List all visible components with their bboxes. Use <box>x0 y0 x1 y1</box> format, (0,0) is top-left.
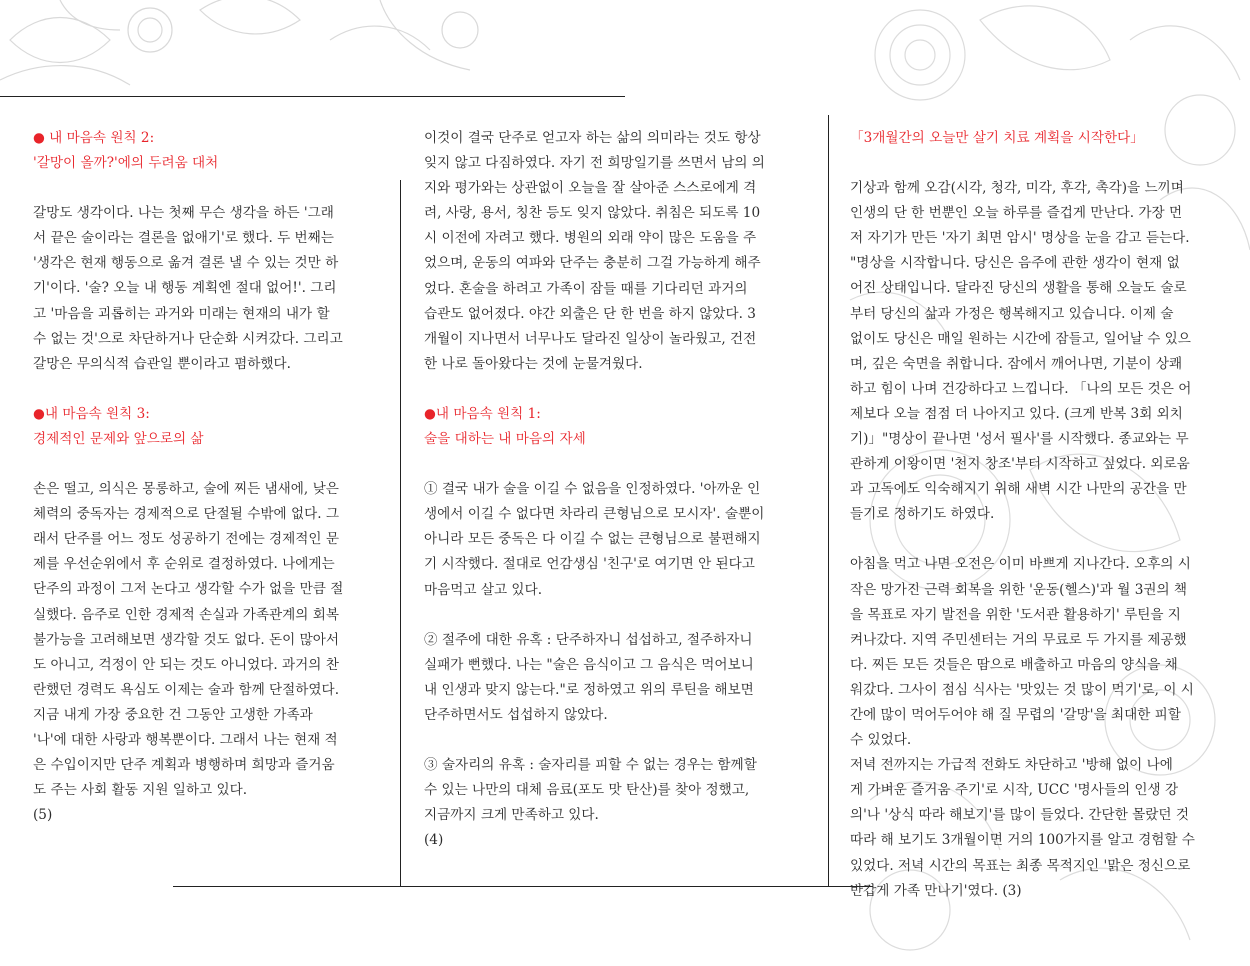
floral-ornament-top-left <box>0 0 520 96</box>
paragraph-morning-routine: 기상과 함께 오감(시각, 청각, 미각, 후각, 촉각)을 느끼며 인생의 단 한 번뿐인 오늘 하루를 즐겁게 만난다. 가장 먼 저 자기가 만든 '자기 최면 암시' 명상을 눈을 감고 듣는다. "명상을 시작합니다. 당신은 음주에 관한 생각이 현재 없 어진 상태입니다. 달라진 당신의 생활을 통해 오늘도 술로 부터 당신의 삶과 가정은 행복해지고 있습니다. 이제 술 없이도 당신은 매일 원하는 시간에 잠들고, 일어날 수 있으 며, 깊은 숙면을 취합니다. 잠에서 깨어나면, 기분이 상쾌 하고 힘이 나며 건강하다고 느낍니다. 「나의 모든 것은 어 제보다 오늘 점점 더 나아지고 있다. (크게 반복 3회 외치 기)」"명상이 끝나면 '성서 필사'를 시작했다. 종교와는 무 관하게 이왕이면 '천지 창조'부터 시작하고 싶었다. 외로움 과 고독에도 익숙해지기 위해 새벽 시간 나만의 공간을 만 들기로 정하기도 하였다. <box>850 180 1192 523</box>
paragraph-acceptance: ① 결국 내가 술을 이길 수 없음을 인정하였다. '아까운 인 생에서 이길 수 없다면 차라리 큰형님으로 모시자'. 술뿐이 아니라 모든 중독은 다 이길 수 없는 큰형님으로 불편해지 기 시작했다. 절대로 언감생심 '친구'로 여기면 안 된다고 마음먹고 살고 있다. <box>424 481 765 598</box>
column-right <box>850 126 1225 904</box>
heading-principle-1: ●내 마음속 원칙 1: 술을 대하는 내 마음의 자세 <box>424 405 586 448</box>
paragraph-daily-routine: 아침을 먹고 나면 오전은 이미 바쁘게 지나간다. 오후의 시 작은 망가진 근력 회복을 위한 '운동(헬스)'과 월 3권의 책 을 목표로 자기 발전을 위한 '도서관 활용하기' 루틴을 지 켜나갔다. 지역 주민센터는 거의 무료로 두 가지를 제공했 다. 찌든 모든 것들은 땀으로 배출하고 마음의 양식을 채 워갔다. 그사이 점심 식사는 '맛있는 것 많이 먹기'로, 이 시 간에 많이 먹어두어야 해 질 무렵의 '갈망'을 최대한 피할 수 있었다. 저녁 전까지는 가급적 전화도 차단하고 '방해 없이 나에 게 가벼운 즐거움 주기'로 시작, UCC '명사들의 인생 강 의'나 '상식 따라 해보기'를 많이 들었다. 간단한 몰랐던 것 따라 해 보기도 3개월이면 거의 100가지를 알고 경험할 수 있었다. 저녁 시간의 목표는 최종 목적지인 '맑은 정신으로 반갑게 가족 만나기'였다. (3) <box>850 556 1195 899</box>
paragraph-drinking-occasions: ③ 술자리의 유혹 : 술자리를 피할 수 없는 경우는 함께할 수 있는 나만의 대체 음료(포도 맛 탄산)를 찾아 정했고, 지금까지 크게 만족하고 있다. (4) <box>424 756 757 849</box>
top-rule <box>0 96 625 97</box>
paragraph-craving: 갈망도 생각이다. 나는 첫째 무슨 생각을 하든 '그래 서 끝은 술이라는 결론을 없애기'로 했다. 두 번째는 '생각은 현재 행동으로 옮겨 결론 낼 수 있는 것만 하 기'이다. '술? 오늘 내 행동 계획엔 절대 없어!'. 그리 고 '마음을 괴롭히는 과거와 미래는 현재의 내가 할 수 없는 것'으로 차단하거나 단순화 시켜갔다. 그리고 갈망은 무의식적 습관일 뿐이라고 폄하했다. <box>33 205 343 372</box>
heading-principle-2: ● 내 마음속 원칙 2: '갈망이 올까?'에의 두려움 대처 <box>33 130 219 172</box>
column-divider-1 <box>400 180 401 886</box>
column-divider-2 <box>828 115 829 886</box>
bottom-rule <box>173 886 873 887</box>
column-left <box>33 126 388 828</box>
paragraph-meaning: 이것이 결국 단주로 얻고자 하는 삶의 의미라는 것도 항상 잊지 않고 다짐하였다. 자기 전 희망일기를 쓰면서 남의 의 지와 평가와는 상관없이 오늘을 잘 살아준 스스로에게 격 려, 사랑, 용서, 칭찬 등도 잊지 않았다. 취침은 되도록 10 시 이전에 자려고 했다. 병원의 외래 약이 많은 도움을 주 었으며, 운동의 여파와 단주는 충분히 그걸 가능하게 해주 었다. 혼술을 하려고 가족이 잠들 때를 기다리던 과거의 습관도 없어졌다. 야간 외출은 단 한 번을 하지 않았다. 3 개월이 지나면서 너무나도 달라진 일상이 놀라웠고, 건전 한 나로 돌아왔다는 것에 눈물겨웠다. <box>424 130 765 372</box>
heading-principle-3: ●내 마음속 원칙 3: 경제적인 문제와 앞으로의 삶 <box>33 405 204 447</box>
heading-treatment-plan: 「3개월간의 오늘만 살기 치료 계획을 시작한다」 <box>850 130 1144 146</box>
paragraph-economy: 손은 떨고, 의식은 몽롱하고, 술에 찌든 냄새에, 낮은 체력의 중독자는 경제적으로 단절될 수밖에 없다. 그 래서 단주를 어느 정도 성공하기 전에는 경제적인 문 제를 우선순위에서 후 순위로 결정하였다. 나에게는 단주의 과정이 그저 논다고 생각할 수가 없을 만큼 절 실했다. 음주로 인한 경제적 손실과 가족관계의 회복 불가능을 고려해보면 생각할 것도 없다. 돈이 많아서 도 아니고, 걱정이 안 되는 것도 아니었다. 과거의 찬 란했던 경력도 욕심도 이제는 술과 함께 단절하였다. 지금 내게 가장 중요한 건 그동안 고생한 가족과 '나'에 대한 사랑과 행복뿐이다. 그래서 나는 현재 적 은 수입이지만 단주 계획과 병행하며 희망과 즐거움 도 주는 사회 활동 지원 일하고 있다. (5) <box>33 481 344 824</box>
column-middle <box>424 126 819 853</box>
paragraph-moderation: ② 절주에 대한 유혹 : 단주하자니 섭섭하고, 절주하자니 실패가 뻔했다. 나는 "술은 음식이고 그 음식은 먹어보니 내 인생과 맞지 않는다."로 정하였고 위의 루틴을 해보면 단주하면서도 섭섭하지 않았다. <box>424 631 754 723</box>
